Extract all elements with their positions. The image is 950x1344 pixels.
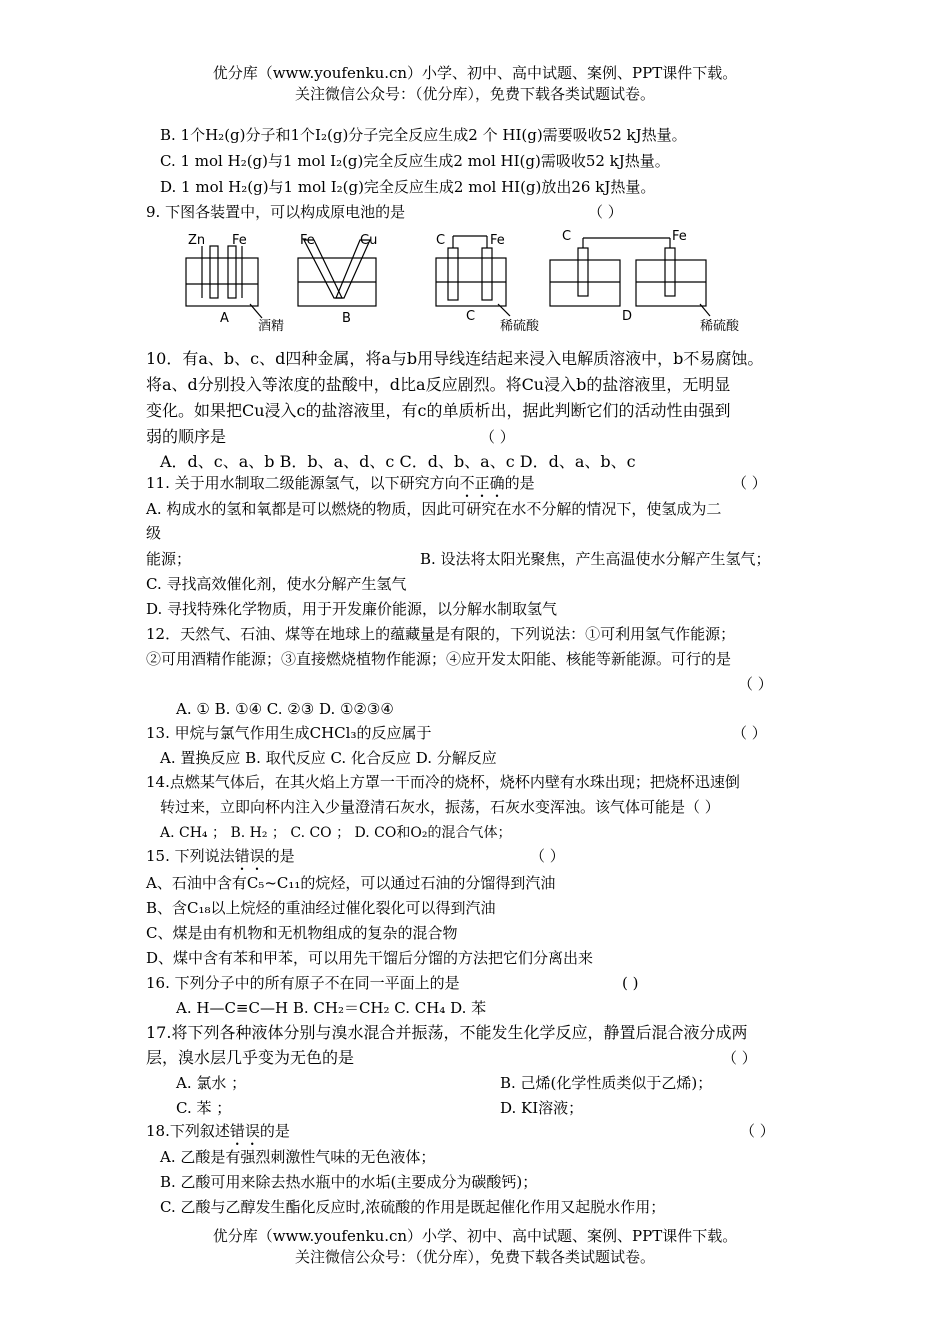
q18-option-a: A. 乙酸是有强烈刺激性气味的无色液体； — [160, 1148, 436, 1166]
q17-option-b: B. 己烯(化学性质类似于乙烯)； — [500, 1074, 713, 1092]
q10-stem-line2: 将a、d分别投入等浓度的盐酸中，d比a反应剧烈。将Cu浸入b的盐溶液里，无明显 — [146, 375, 731, 394]
q13-answer-bracket: （ ） — [732, 724, 767, 742]
q10-options: A．d、c、a、b B．b、a、d、c C．d、b、a、c D．d、a、b、c — [160, 452, 636, 471]
q9-a-right-electrode-label: Fe — [232, 233, 247, 248]
q9-apparatus-figure — [180, 226, 760, 336]
q9-d-right-electrode-label: Fe — [672, 229, 687, 244]
q17-answer-bracket: （ ） — [722, 1049, 757, 1067]
q15-answer-bracket: （ ） — [530, 847, 565, 865]
q9-a-left-electrode-label: Zn — [188, 233, 206, 248]
page-footer-line1: 优分库（www.youfenku.cn）小学、初中、高中试题、案例、PPT课件下载。 — [212, 1227, 738, 1245]
q9-a-liquid-label: 酒精 — [258, 319, 285, 334]
q17-option-a: A. 氯水 ； — [176, 1074, 247, 1092]
q18-stem-pre: 18.下列叙述 — [146, 1122, 230, 1140]
q9-c-right-electrode-label: Fe — [490, 233, 505, 248]
q11-option-d: D. 寻找特殊化学物质，用于开发廉价能源，以分解水制取氢气 — [146, 600, 558, 618]
q12-answer-bracket: （ ） — [738, 675, 773, 693]
page-header-line2: 关注微信公众号：（优分库），免费下载各类试题试卷。 — [294, 85, 655, 103]
q18-option-c: C. 乙酸与乙醇发生酯化反应时,浓硫酸的作用是既起催化作用又起脱水作用； — [160, 1198, 666, 1216]
page-header-line1: 优分库（www.youfenku.cn）小学、初中、高中试题、案例、PPT课件下载。 — [212, 64, 738, 82]
q16-options: A. H—C≡C—H B. CH₂＝CH₂ C. CH₄ D. 苯 — [176, 999, 487, 1017]
q15-stem-emphasis: 错误 — [234, 847, 265, 865]
q15-option-d: D、煤中含有苯和甲苯，可以用先干馏后分馏的方法把它们分离出来 — [146, 949, 594, 967]
q13-options: A. 置换反应 B. 取代反应 C. 化合反应 D. 分解反应 — [160, 749, 497, 767]
q18-stem — [146, 1120, 290, 1149]
q9-b-left-electrode-label: Fe — [300, 233, 315, 248]
q9-c-label: C — [466, 309, 476, 324]
q9-d-label: D — [622, 309, 633, 324]
q9-answer-bracket: （ ） — [588, 203, 623, 221]
q12-stem-line1: 12．天然气、石油、煤等在地球上的蕴藏量是有限的，下列说法：①可利用氢气作能源； — [146, 625, 736, 643]
q9-d-liquid-label: 稀硫酸 — [700, 319, 740, 334]
q15-stem-pre: 15. 下列说法 — [146, 847, 235, 865]
q11-stem-emphasis: 不正确 — [459, 474, 505, 492]
q9-c-liquid-label: 稀硫酸 — [500, 319, 540, 334]
q8-option-c: C. 1 mol H₂(g)与1 mol I₂(g)完全反应生成2 mol HI(g)需吸收52 kJ热量。 — [160, 152, 670, 170]
q9-stem: 9. 下图各装置中，可以构成原电池的是 — [146, 203, 406, 221]
q11-option-a-line1: A. 构成水的氢和氧都是可以燃烧的物质，因此可研究在水不分解的情况下，使氢成为二 — [146, 500, 722, 518]
q8-option-b: B. 1个H₂(g)分子和1个I₂(g)分子完全反应生成2 个 HI(g)需要吸收52 kJ热量。 — [160, 126, 687, 144]
q9-c-left-electrode-label: C — [436, 233, 446, 248]
q8-option-d: D. 1 mol H₂(g)与1 mol I₂(g)完全反应生成2 mol HI(g)放出26 kJ热量。 — [160, 178, 656, 196]
q10-stem-line4: 弱的顺序是 — [146, 427, 227, 446]
q10-stem-line3: 变化。如果把Cu浸入c的盐溶液里，有c的单质析出，据此判断它们的活动性由强到 — [146, 401, 731, 420]
q18-stem-emphasis: 错误 — [229, 1122, 260, 1140]
q17-stem-line1: 17.将下列各种液体分别与溴水混合并振荡，不能发生化学反应，静置后混合液分成两 — [146, 1023, 748, 1042]
q15-option-c: C、煤是由有机物和无机物组成的复杂的混合物 — [146, 924, 458, 942]
q17-option-d: D. KI溶液； — [500, 1099, 584, 1117]
q11-option-b: B. 设法将太阳光聚焦，产生高温使水分解产生氢气； — [420, 550, 771, 568]
q9-a-label: A — [220, 311, 229, 326]
q10-answer-bracket: （ ） — [480, 428, 515, 446]
q14-stem-line2: 转过来，立即向杯内注入少量澄清石灰水，振荡，石灰水变浑浊。该气体可能是（ ） — [160, 798, 720, 816]
q11-option-a-line2: 级 — [146, 524, 162, 542]
q18-answer-bracket: （ ） — [740, 1122, 775, 1140]
q14-options: A. CH₄ ； B. H₂ ； C. CO ； D. CO和O₂的混合气体； — [160, 825, 512, 841]
q18-stem-post: 的是 — [259, 1122, 290, 1140]
q18-option-b: B. 乙酸可用来除去热水瓶中的水垢(主要成分为碳酸钙)； — [160, 1173, 538, 1191]
q11-answer-bracket: （ ） — [732, 474, 767, 492]
q16-answer-bracket: ( ) — [622, 974, 639, 992]
page-footer-line2: 关注微信公众号：（优分库），免费下载各类试题试卷。 — [294, 1248, 655, 1266]
q10-stem-line1: 10．有a、b、c、d四种金属，将a与b用导线连结起来浸入电解质溶液中，b不易腐蚀。 — [146, 349, 764, 368]
q9-b-right-electrode-label: Cu — [360, 233, 378, 248]
q11-stem — [146, 472, 535, 501]
q16-stem: 16. 下列分子中的所有原子不在同一平面上的是 — [146, 974, 460, 992]
q15-stem-post: 的是 — [264, 847, 295, 865]
q15-option-a: A、石油中含有C₅~C₁₁的烷烃，可以通过石油的分馏得到汽油 — [146, 874, 556, 892]
q15-stem — [146, 845, 295, 874]
q17-option-c: C. 苯 ； — [176, 1099, 232, 1117]
q12-stem-line2: ②可用酒精作能源；③直接燃烧植物作能源；④应开发太阳能、核能等新能源。可行的是 — [146, 650, 732, 668]
q14-stem-line1: 14.点燃某气体后，在其火焰上方罩一干而冷的烧杯，烧杯内壁有水珠出现；把烧杯迅速倒 — [146, 773, 740, 791]
q13-stem: 13. 甲烷与氯气作用生成CHCl₃的反应属于 — [146, 724, 432, 742]
q11-stem-pre: 11. 关于用水制取二级能源氢气，以下研究方向 — [146, 474, 460, 492]
q11-option-c: C. 寻找高效催化剂，使水分解产生氢气 — [146, 575, 407, 593]
q11-option-a-line3: 能源； — [146, 550, 192, 568]
q9-d-left-electrode-label: C — [562, 229, 572, 244]
q11-stem-post: 的是 — [504, 474, 535, 492]
q15-option-b: B、含C₁₈以上烷烃的重油经过催化裂化可以得到汽油 — [146, 899, 496, 917]
q9-b-label: B — [342, 311, 351, 326]
q12-options: A. ① B. ①④ C. ②③ D. ①②③④ — [176, 700, 394, 718]
q17-stem-line2: 层，溴水层几乎变为无色的是 — [146, 1048, 355, 1067]
